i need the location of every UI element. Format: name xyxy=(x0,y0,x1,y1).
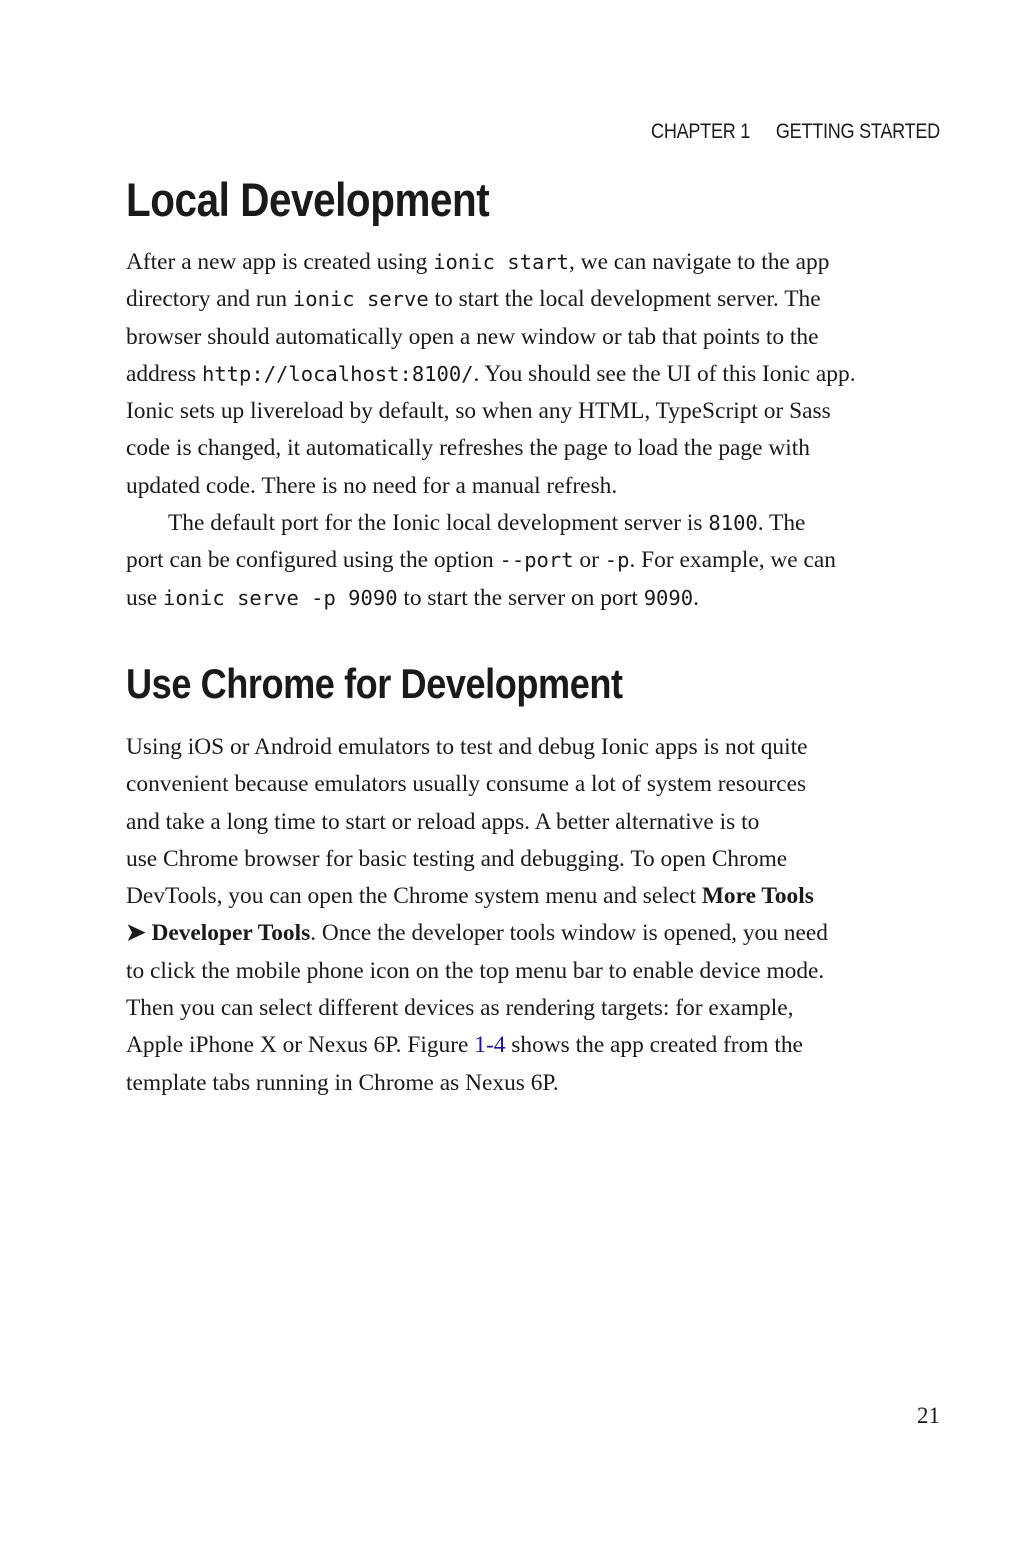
section-heading-local-development: Local Development xyxy=(126,173,490,226)
page-number: 21 xyxy=(917,1403,940,1428)
inline-code: --port xyxy=(499,548,574,573)
figure-reference-link[interactable]: 1-4 xyxy=(474,1032,506,1059)
inline-code: 8100 xyxy=(708,511,758,535)
inline-code: ionic serve -p 9090 xyxy=(163,585,398,610)
chapter-label: CHAPTER 1 xyxy=(651,120,751,143)
menu-path-bold: More Tools xyxy=(701,883,814,910)
menu-path-bold: ➤ Developer Tools xyxy=(126,920,311,947)
paragraph-local-dev-1: After a new app is created using ionic start, we can navigate to the app directory and run ionic serve to start the local development server. The browser should automatically open a new window or tab that points to the address http://localhost:8100/. You should see the UI of this Ionic app. Ionic sets up livereload by default, so when any HTML, TypeScript or Sass code is changed, it automatically refreshes the page to load the page with updated code. There is no need for a manual refresh. xyxy=(126,249,856,499)
inline-code: ionic start xyxy=(433,250,569,274)
book-page xyxy=(126,0,940,1552)
paragraph-chrome-1: Using iOS or Android emulators to test and debug Ionic apps is not quite convenient because emulators usually consume a lot of system resources and take a long time to start or reload apps. A better alternative is to use Chrome browser for basic testing and debugging. To open Chrome DevTools, you can open the Chrome system menu and select More Tools ➤ Developer Tools. Once the developer tools window is opened, you need to click the mobile phone icon on the top menu bar to enable device mode. Then you can select different devices as rendering targets: for example, Apple iPhone X or Nexus 6P. Figure 1-4 shows the app created from the template tabs running in Chrome as Nexus 6P. xyxy=(126,734,828,1096)
inline-code: ionic serve xyxy=(292,287,429,312)
running-header xyxy=(651,120,940,144)
inline-code: 9090 xyxy=(643,585,694,610)
chapter-title: GETTING STARTED xyxy=(775,120,940,143)
section-heading-chrome: Use Chrome for Development xyxy=(126,660,623,707)
inline-code: -p xyxy=(604,548,630,573)
inline-code: http://localhost:8100/ xyxy=(202,361,474,386)
paragraph-local-dev-2: The default port for the Ionic local development server is 8100. The port can be configured using the option --port or -p. For example, we can use ionic serve -p 9090 to start the server on port 9090. xyxy=(126,510,836,611)
